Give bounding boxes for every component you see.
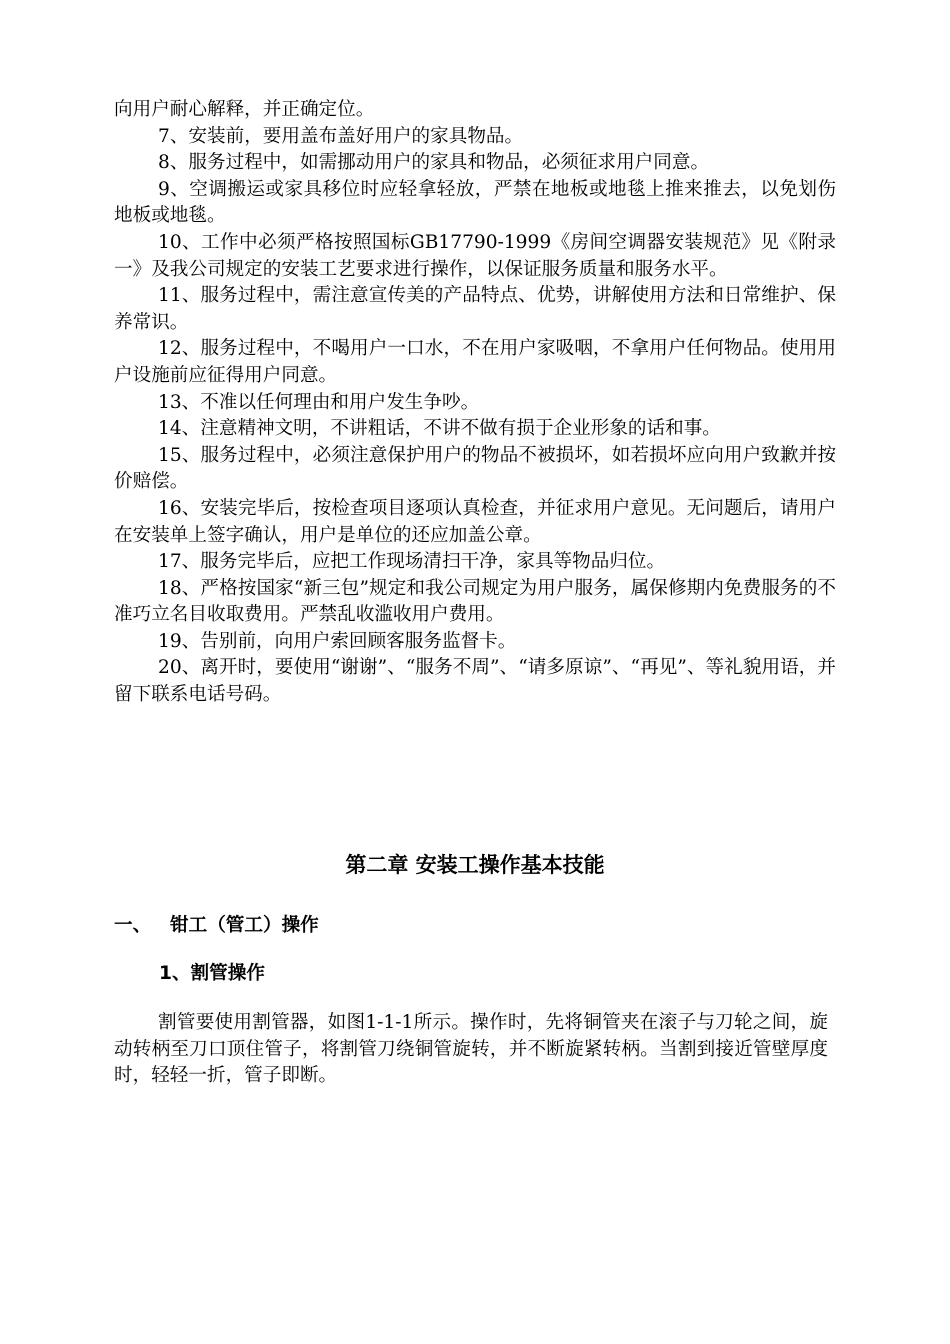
subsection-heading: 1、割管操作 [159, 963, 265, 984]
list-item: 12、服务过程中，不喝用户一口水，不在用户家吸咽，不拿用户任何物品。使用用户设施前应征得用户同意。 [114, 338, 836, 386]
chapter-title: 第二章 安装工操作基本技能 [345, 853, 605, 877]
list-item: 16、安装完毕后，按检查项目逐项认真检查，并征求用户意见。无问题后，请用户在安装单上签字确认，用户是单位的还应加盖公章。 [114, 497, 836, 546]
body-paragraph [114, 1010, 828, 1090]
list-item: 14、注意精神文明，不讲粗话，不讲不做有损于企业形象的话和事。 [158, 418, 721, 440]
section-heading [114, 912, 319, 940]
list-item: 19、告别前，向用户索回顾客服务监督卡。 [158, 630, 517, 652]
list-item: 向用户耐心解释，并正确定位。 [114, 99, 375, 120]
list-item: 17、服务完毕后，应把工作现场清扫干净，家具等物品归位。 [158, 551, 666, 573]
list-item: 20、离开时，要使用“谢谢”、“服务不周”、“请多原谅”、“再见”、等礼貌用语，并留下联系电话号码。 [114, 657, 836, 706]
list-item: 10、工作中必须严格按照国标GB17790-1999《房间空调器安装规范》见《附录一》及我公司规定的安装工艺要求进行操作，以保证服务质量和服务水平。 [114, 231, 836, 280]
list-item: 13、不准以任何理由和用户发生争吵。 [158, 391, 480, 413]
list-item: 15、服务过程中，必须注意保护用户的物品不被损坏，如若损坏应向用户致歉并按价赔偿。 [114, 444, 836, 493]
rules-list [114, 97, 836, 709]
list-item: 9、空调搬运或家具移位时应轻拿轻放，严禁在地板或地毯上推来推去，以免划伤地板或地毯。 [114, 178, 836, 227]
list-item: 18、严格按国家“新三包”规定和我公司规定为用户服务，属保修期内免费服务的不准巧立名目收取费用。严禁乱收滥收用户费用。 [114, 577, 836, 626]
section-number: 一、 [114, 915, 152, 936]
paragraph-text: 割管要使用割管器，如图1-1-1所示。操作时，先将铜管夹在滚子与刀轮之间，旋动转柄至刀口顶住管子，将割管刀绕铜管旋转，并不断旋紧转柄。当割到接近管壁厚度时，轻轻一折，管子即断。 [114, 1012, 828, 1087]
list-item: 8、服务过程中，如需挪动用户的家具和物品，必须征求用户同意。 [158, 152, 710, 174]
list-item: 11、服务过程中，需注意宣传美的产品特点、优势，讲解使用方法和日常维护、保养常识。 [114, 285, 836, 333]
section-title: 钳工（管工）操作 [170, 915, 319, 936]
list-item: 7、安装前，要用盖布盖好用户的家具物品。 [158, 125, 524, 147]
